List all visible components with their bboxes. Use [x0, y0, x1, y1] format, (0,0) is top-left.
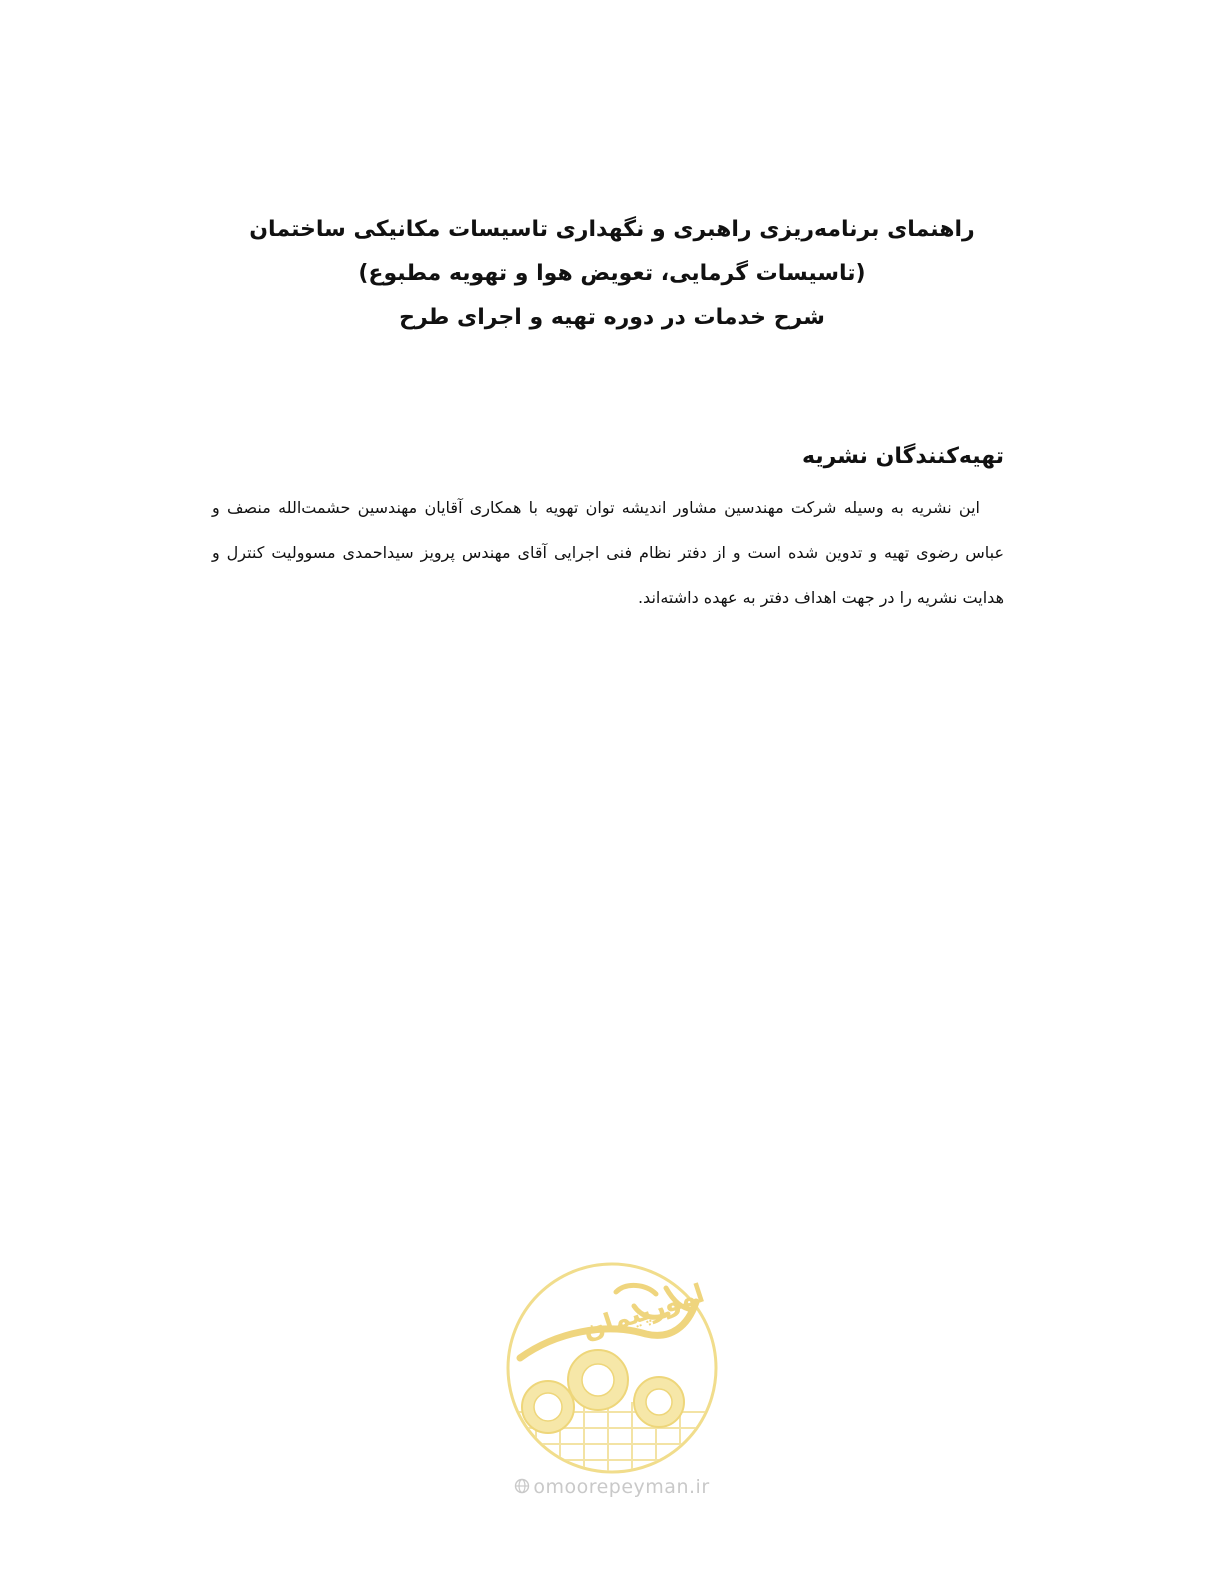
watermark-logo — [496, 1262, 728, 1476]
watermark-logo-text: امورپیمان — [578, 1278, 709, 1347]
title-line-subtitle: (تاسیسات گرمایی، تعویض هوا و تهویه مطبوع) — [358, 261, 866, 286]
document-title-block — [0, 208, 1224, 340]
publication-authors-section — [212, 437, 1004, 620]
section-heading: تهیه‌کنندگان نشریه — [802, 444, 1004, 469]
watermark-url — [496, 1476, 728, 1498]
title-line-scope: شرح خدمات در دوره تهیه و اجرای طرح — [399, 305, 825, 330]
title-line-main: راهنمای برنامه‌ریزی راهبری و نگهداری تاسیسات مکانیکی ساختمان — [249, 217, 975, 242]
section-body: این نشریه به وسیله شرکت مهندسین مشاور اندیشه توان تهویه با همکاری آقایان مهندسین حشمت‌الله منصف و عباس رضوی تهیه و تدوین شده است و از دفتر نظام فنی اجرایی آقای مهندس پرویز سیداحمدی مسوولیت کنترل و هدایت نشریه را در جهت اهداف دفتر به عهده داشته‌اند. — [212, 498, 1004, 607]
watermark-url-text: omoorepeyman.ir — [533, 1476, 710, 1498]
globe-icon — [514, 1478, 530, 1494]
omoorepeyman-watermark — [496, 1262, 728, 1512]
